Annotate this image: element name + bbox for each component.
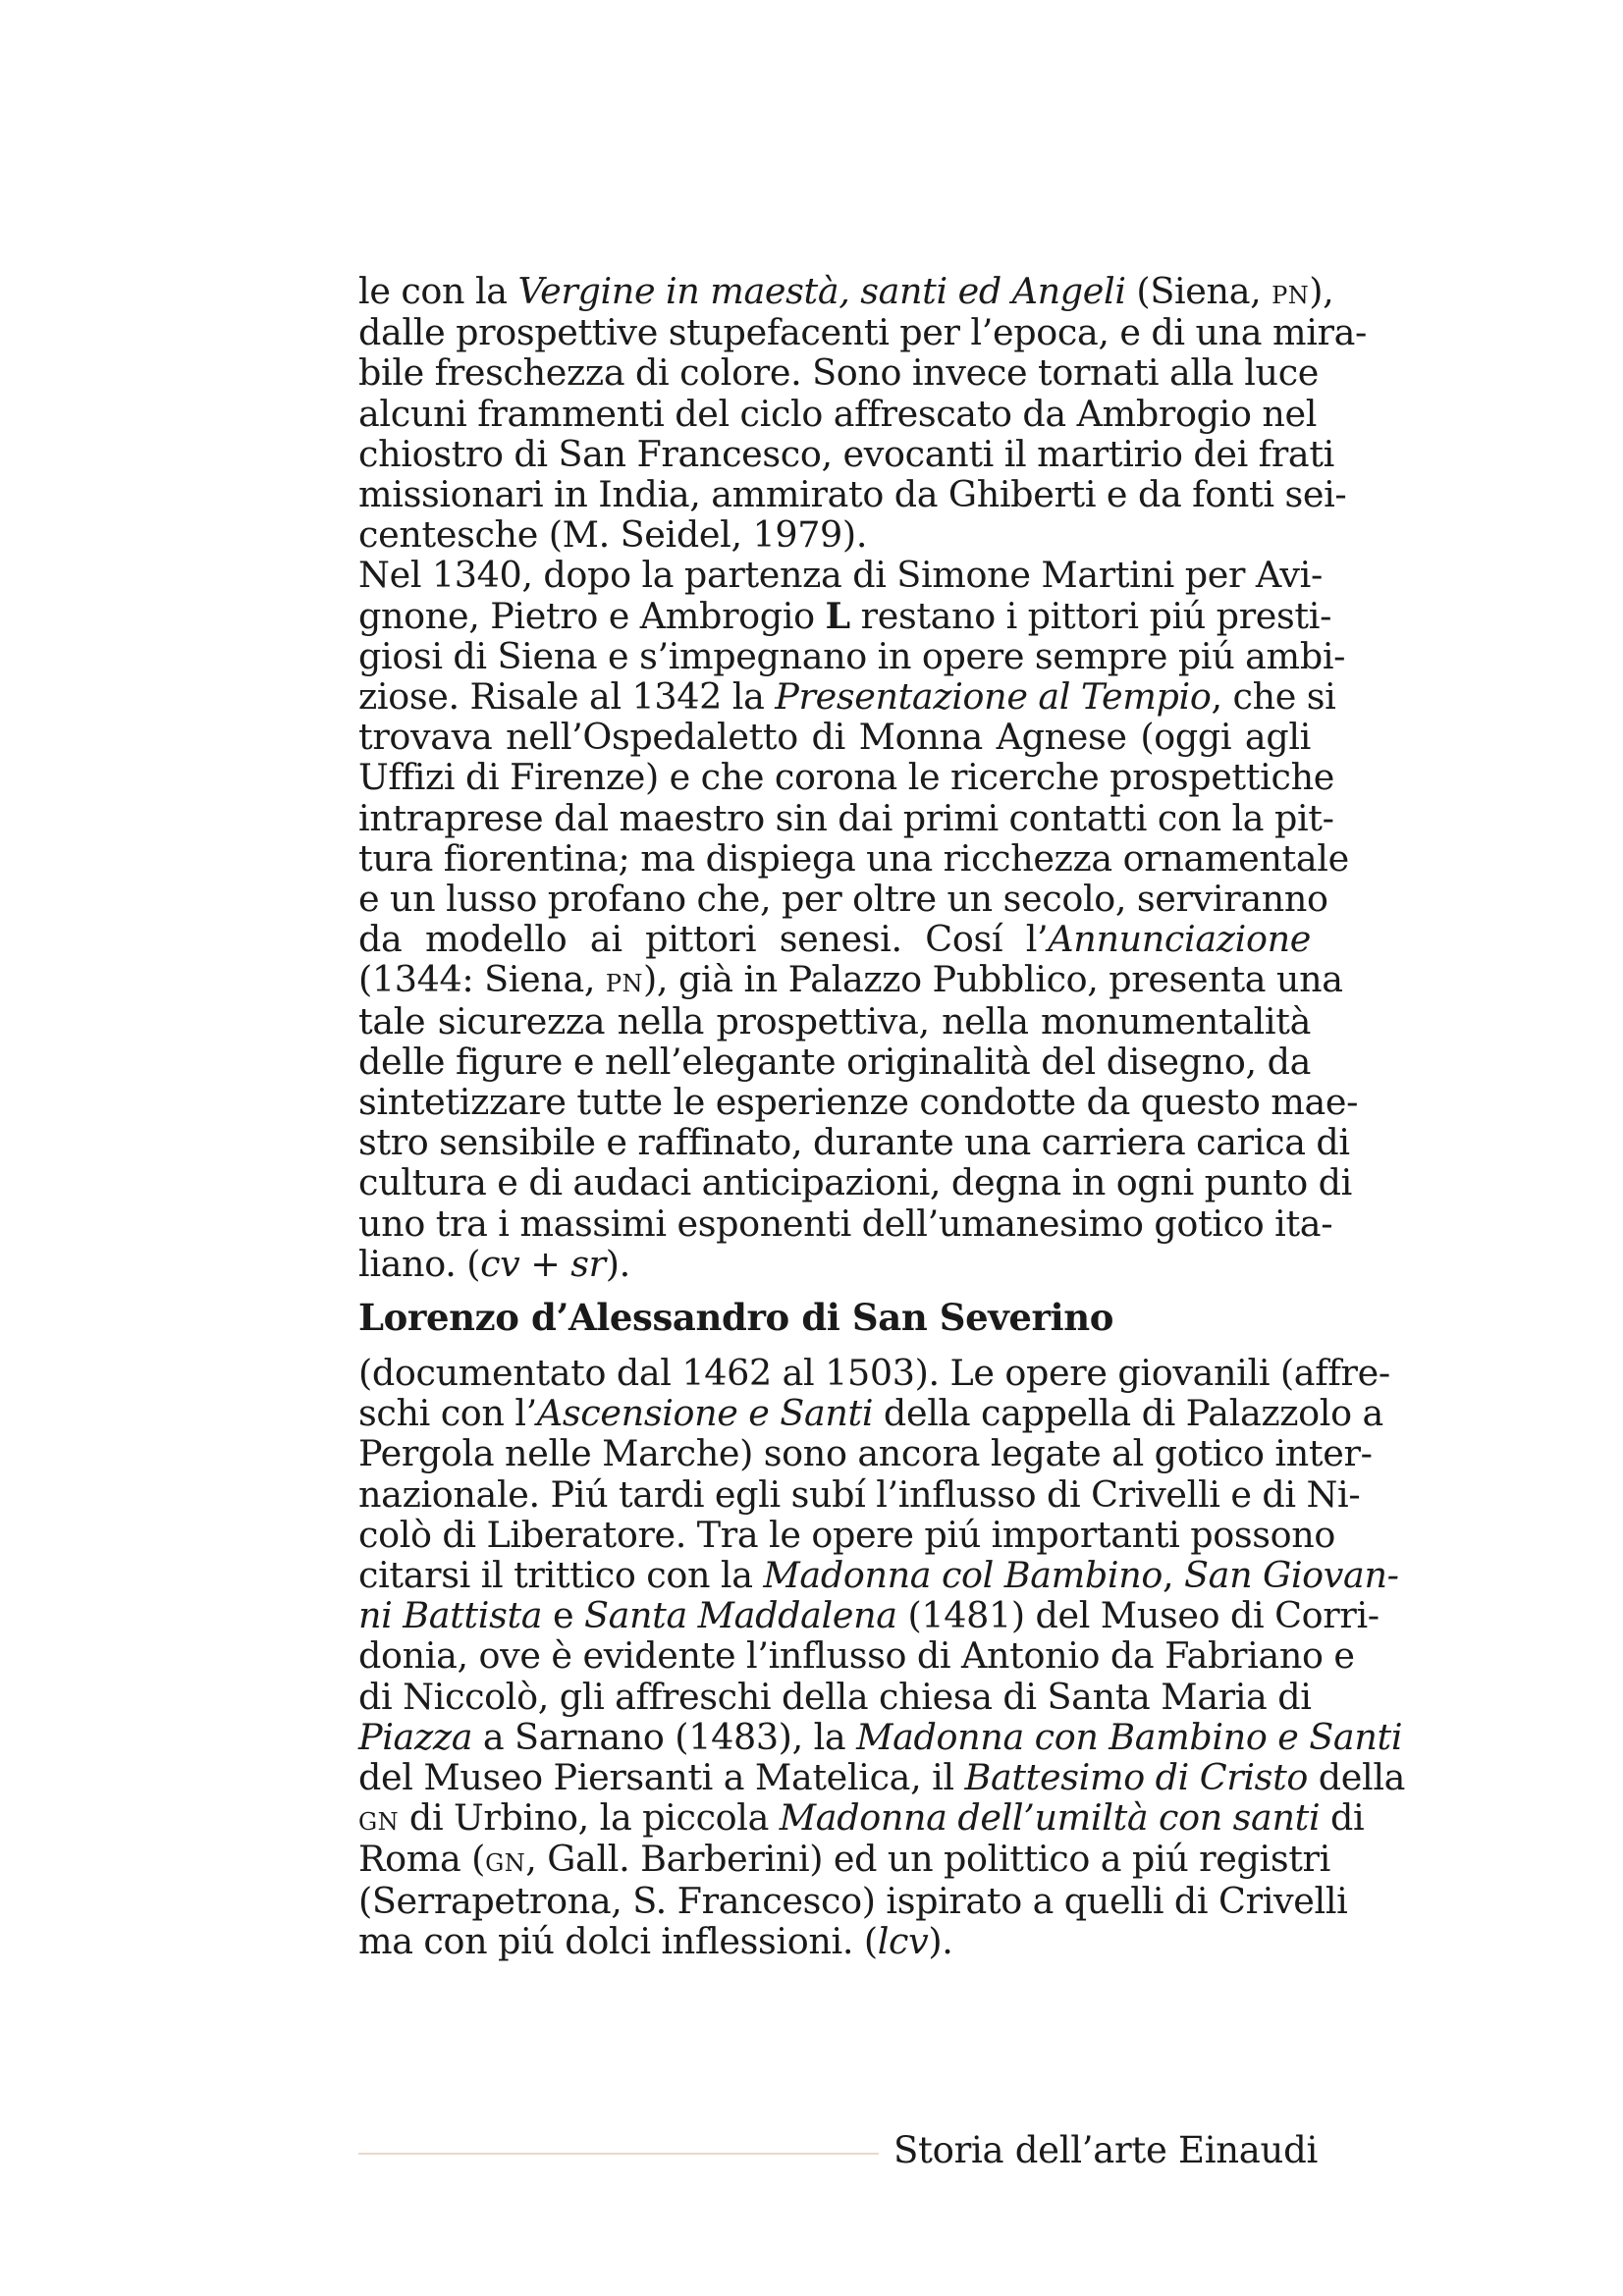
text-run: della: [1308, 1756, 1406, 1799]
text-run: Roma (: [358, 1838, 486, 1881]
text-run: tale sicurezza nella prospettiva, nella monumentalità: [358, 999, 1311, 1042]
italic-title: Vergine in maestà, santi ed Angeli: [517, 270, 1126, 312]
text-run: gnone, Pietro e Ambrogio: [358, 594, 826, 637]
text-line: [358, 836, 1349, 880]
text-run: donia, ove è evidente l’influsso di Antonio da Fabriano e: [358, 1634, 1355, 1678]
text-line: [358, 1796, 1365, 1840]
text-run: dalle prospettive stupefacenti per l’epoca, e di una mira-: [358, 311, 1368, 354]
text-run: di Urbino, la piccola: [399, 1796, 780, 1840]
text-line: [358, 392, 1318, 435]
italic-title: Madonna col Bambino: [763, 1554, 1163, 1597]
text-line: [358, 270, 1334, 312]
italic-title: Presentazione al Tempio: [775, 675, 1212, 719]
text-line: [358, 1352, 1390, 1394]
italic-title: Madonna con Bambino e Santi: [856, 1715, 1403, 1758]
text-line: [358, 796, 1334, 839]
italic-title: Annunciazione: [1048, 918, 1311, 961]
text-line: [358, 1472, 1361, 1516]
text-line: [358, 1244, 1311, 1284]
italic-title: San Giovan-: [1184, 1554, 1399, 1597]
text-run: di Niccolò, gli affreschi della chiesa di Santa Maria di: [358, 1675, 1312, 1718]
text-run: citarsi il trittico con la: [358, 1554, 764, 1597]
text-line: [358, 717, 1311, 757]
text-run: intraprese dal maestro sin dai primi contatti con la pit-: [358, 796, 1334, 839]
text-run: delle figure e nell’elegante originalità del disegno, da: [358, 1040, 1311, 1083]
text-line: [358, 311, 1368, 354]
text-line: [358, 1838, 1330, 1881]
text-line: [358, 878, 1328, 921]
entry-heading: Lorenzo d’Alessandro di San Severino: [358, 1296, 1114, 1339]
italic-title: cv + sr: [480, 1242, 606, 1285]
text-run: schi con l’: [358, 1392, 537, 1435]
text-run: (Siena,: [1125, 270, 1272, 312]
text-run: (1481) del Museo di Corri-: [896, 1594, 1380, 1637]
text-run: ).: [605, 1242, 630, 1285]
text-line: [358, 514, 1311, 555]
text-line: [358, 1201, 1333, 1245]
text-line: [358, 554, 1323, 597]
text-line: [358, 432, 1334, 475]
text-line: [358, 1161, 1353, 1204]
text-line: [358, 1392, 1383, 1435]
text-line: [358, 594, 1332, 637]
text-run: colò di Liberatore. Tra le opere piú importanti possono: [358, 1513, 1336, 1556]
text-line: [358, 1756, 1406, 1799]
text-line: [358, 958, 1343, 1001]
text-run: centesche (M. Seidel, 1979).: [358, 513, 868, 557]
text-run: missionari in India, ammirato da Ghiberti e da fonti sei-: [358, 473, 1347, 516]
italic-title: Madonna dell’umiltà con santi: [779, 1796, 1321, 1840]
text-run: chiostro di San Francesco, evocanti il martirio dei frati: [358, 432, 1334, 475]
text-run: liano. (: [358, 1242, 481, 1285]
text-run: , Gall. Barberini) ed un polittico a piú registri: [525, 1838, 1330, 1881]
text-run: a Sarnano (1483), la: [472, 1715, 857, 1758]
text-line: [358, 634, 1346, 677]
text-run: di: [1320, 1796, 1365, 1840]
text-run: trovava nell’Ospedaletto di Monna Agnese (oggi agli: [358, 716, 1311, 759]
text-run: (Serrapetrona, S. Francesco) ispirato a quelli di Crivelli: [358, 1879, 1348, 1922]
text-line: [358, 1921, 1311, 1961]
text-run: ma con piú dolci inflessioni. (: [358, 1919, 878, 1962]
text-run: , che si: [1211, 675, 1336, 719]
text-run: Pergola nelle Marche) sono ancora legate al gotico inter-: [358, 1432, 1373, 1475]
italic-title: Santa Maddalena: [583, 1594, 897, 1637]
italic-title: Battesimo di Cristo: [964, 1756, 1309, 1799]
text-line: [358, 675, 1336, 719]
text-run: nazionale. Piú tardi egli subí l’influsso di Crivelli e di Ni-: [358, 1472, 1361, 1516]
bold-crossref: L: [825, 594, 850, 637]
text-line: [358, 1879, 1348, 1922]
text-run: ,: [1163, 1554, 1185, 1597]
text-run: della cappella di Palazzolo a: [873, 1392, 1383, 1435]
footer-rule: [358, 2153, 879, 2155]
text-line: [358, 1081, 1359, 1124]
text-line: [358, 1432, 1373, 1475]
text-run: ), già in Palazzo Pubblico, presenta una: [643, 958, 1343, 1001]
text-run: ).: [928, 1919, 953, 1962]
text-run: giosi di Siena e s’impegnano in opere sempre piú ambi-: [358, 634, 1346, 677]
small-caps-abbrev: gn: [358, 1799, 400, 1839]
text-run: alcuni frammenti del ciclo affrescato da Ambrogio nel: [358, 392, 1318, 435]
text-run: le con la: [358, 270, 518, 312]
text-run: restano i pittori piú presti-: [849, 594, 1332, 637]
text-line: [358, 1513, 1336, 1556]
text-line: [358, 1594, 1380, 1637]
italic-title: Ascensione e Santi: [536, 1392, 874, 1435]
article-text-lorenzetti: [358, 270, 1368, 1285]
italic-title: ni Battista: [358, 1594, 543, 1637]
text-run: Nel 1340, dopo la partenza di Simone Martini per Avi-: [358, 554, 1323, 597]
article-text-lorenzo-dalessandro: [358, 1352, 1406, 1962]
text-run: tura fiorentina; ma dispiega una ricchezza ornamentale: [358, 836, 1349, 880]
text-run: sintetizzare tutte le esperienze condotte da questo mae-: [358, 1081, 1359, 1124]
text-run: ziose. Risale al 1342 la: [358, 675, 776, 719]
small-caps-abbrev: pn: [605, 961, 644, 1000]
text-line: [358, 1121, 1350, 1164]
text-line: [358, 1715, 1403, 1758]
text-run: stro sensibile e raffinato, durante una carriera carica di: [358, 1121, 1350, 1164]
italic-title: Piazza: [358, 1715, 473, 1758]
text-line: [358, 1001, 1311, 1041]
text-run: uno tra i massimi esponenti dell’umanesimo gotico ita-: [358, 1201, 1333, 1245]
text-line: [358, 473, 1347, 516]
text-run: ),: [1309, 270, 1334, 312]
small-caps-abbrev: gn: [485, 1841, 526, 1880]
text-line: [358, 1041, 1311, 1082]
text-run: e un lusso profano che, per oltre un secolo, serviranno: [358, 878, 1328, 921]
text-run: bile freschezza di colore. Sono invece tornati alla luce: [358, 351, 1320, 395]
text-run: cultura e di audaci anticipazioni, degna in ogni punto di: [358, 1161, 1353, 1204]
footer-title: Storia dell’arte Einaudi: [893, 2129, 1318, 2171]
text-run: Uffizi di Firenze) e che corona le ricerche prospettiche: [358, 756, 1334, 799]
text-run: (documentato dal 1462 al 1503). Le opere giovanili (affre-: [358, 1352, 1390, 1394]
text-line: [358, 351, 1320, 395]
text-line: [358, 756, 1334, 799]
text-line: [358, 919, 1311, 959]
text-run: e: [542, 1594, 584, 1637]
text-run: (1344: Siena,: [358, 958, 606, 1001]
text-line: [358, 1554, 1399, 1597]
text-run: del Museo Piersanti a Matelica, il: [358, 1756, 965, 1799]
italic-title: lcv: [877, 1919, 929, 1962]
text-run: da modello ai pittori senesi. Cosí l’: [358, 918, 1049, 961]
small-caps-abbrev: pn: [1271, 273, 1310, 311]
text-line: [358, 1677, 1311, 1717]
text-line: [358, 1634, 1355, 1678]
